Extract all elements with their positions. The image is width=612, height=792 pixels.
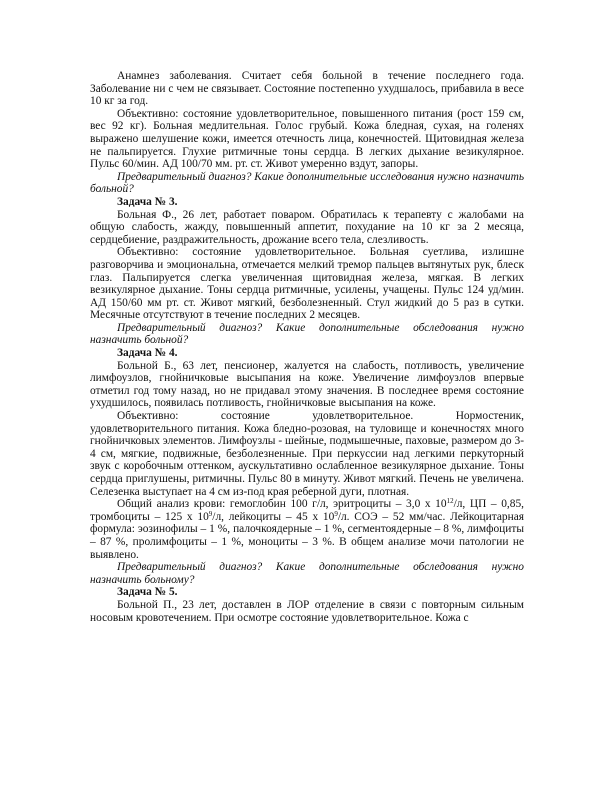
exponent-12: 12 bbox=[446, 497, 454, 506]
case5-complaints: Больной П., 23 лет, доставлен в ЛОР отделение в связи с повторным сильным носовым кровотечением. При осмотре состояние удовлетворительное. Кожа с bbox=[90, 598, 524, 624]
exponent-9-platelets: 9 bbox=[208, 509, 213, 518]
case4-complaints: Больной Б., 63 лет, пенсионер, жалуется на слабость, потливость, увеличение лимфоузлов, гнойничковые высыпания на коже. Увеличение лимфоузлов впервые отметил год тому назад, но не придавал этому значения. В последнее время состояние ухудшилось, появилась потливость, гнойничковые высыпания на коже. bbox=[90, 359, 524, 410]
case4-heading: Задача № 4. bbox=[117, 347, 178, 360]
exponent-9-leukocytes: 9 bbox=[334, 509, 338, 518]
case5-heading: Задача № 5. bbox=[117, 586, 178, 599]
blood-test-text-a: Общий анализ крови: гемоглобин 100 г/л, эритроциты – 3,0 х 10 bbox=[117, 498, 447, 511]
case3-complaints: Больная Ф., 26 лет, работает поваром. Обратилась к терапевту с жалобами на общую слабость, жажду, повышенный аппетит, похудание на 10 кг за 2 месяца, сердцебиение, раздражительность, дрожание всего тела, слезливость. bbox=[90, 208, 524, 246]
blood-test-text-d: /л. СОЭ – 52 мм/час. Лейкоцитарная формула: эозинофилы – 1 %, палочкоядерные – 1 %, сегментоядерные – 8 %, лимфоциты – 87 %, пролимфоциты – 1 %, моноциты – 3 %. В общем анализе мочи патологии не выявлено. bbox=[90, 510, 524, 561]
blood-test-text-b: /л, ЦП – 0,85, тромбоциты – 125 х 10 bbox=[90, 498, 524, 523]
case4-blood-test bbox=[90, 498, 524, 561]
case2-question: Предварительный диагноз? Какие дополнительные исследования нужно назначить больной? bbox=[90, 170, 524, 196]
case2-anamnesis: Анамнез заболевания. Считает себя больной в течение последнего года. Заболевание ни с чем не связывает. Состояние постепенно ухудшалось, прибавила в весе 10 кг за год. bbox=[90, 70, 524, 108]
case3-heading: Задача № 3. bbox=[117, 195, 178, 208]
blood-test-text-c: /л, лейкоциты – 45 х 10 bbox=[212, 510, 335, 523]
case4-objective-first-line: Объективно: состояние удовлетворительное. Нормостеник, bbox=[117, 410, 524, 423]
case4-objective: удовлетворительного питания. Кожа бледно-розовая, на туловище и конечностях много гнойничковых элементов. Лимфоузлы - шейные, подмышечные, паховые, размером до 3-4 см, мягкие, подвижные, безболезненные. При перкуссии над легкими перкуторный звук с коробочным оттенком, аускультативно ослабленное везикулярное дыхание. Тоны сердца приглушены, ритмичны. Пульс 80 в минуту. Живот мягкий. Печень не увеличена. Селезенка выступает на 4 см из-под края реберной дуги, плотная. bbox=[90, 422, 524, 498]
case2-objective: Объективно: состояние удовлетворительное, повышенного питания (рост 159 см, вес 92 кг). Больная медлительная. Голос грубый. Кожа бледная, сухая, на голенях выражено шелушение кожи, имеется отечность лица, конечностей. Щитовидная железа не пальпируется. Глухие ритмичные тоны сердца. В легких дыхание везикулярное. Пульс 60/мин. АД 100/70 мм. рт. ст. Живот умеренно вздут, запоры. bbox=[90, 107, 524, 171]
case4-question: Предварительный диагноз? Какие дополнительные обследования нужно назначить больному? bbox=[90, 561, 524, 586]
case3-objective: Объективно: состояние удовлетворительное. Больная суетлива, излишне разговорчива и эмоциональна, отмечается мелкий тремор пальцев вытянутых рук, блеск глаз. Пальпируется слегка увеличенная щитовидная железа, мягкая. В легких везикулярное дыхание. Тоны сердца ритмичные, усилены, учащены. Пульс 124 уд/мин. АД 150/60 мм рт. ст. Живот мягкий, безболезненный. Стул жидкий до 5 раз в сутки. Месячные отсутствуют в течение последних 2 месяцев. bbox=[90, 246, 524, 322]
case3-question: Предварительный диагноз? Какие дополнительные обследования нужно назначить больной? bbox=[90, 321, 524, 347]
document-page bbox=[90, 70, 524, 624]
